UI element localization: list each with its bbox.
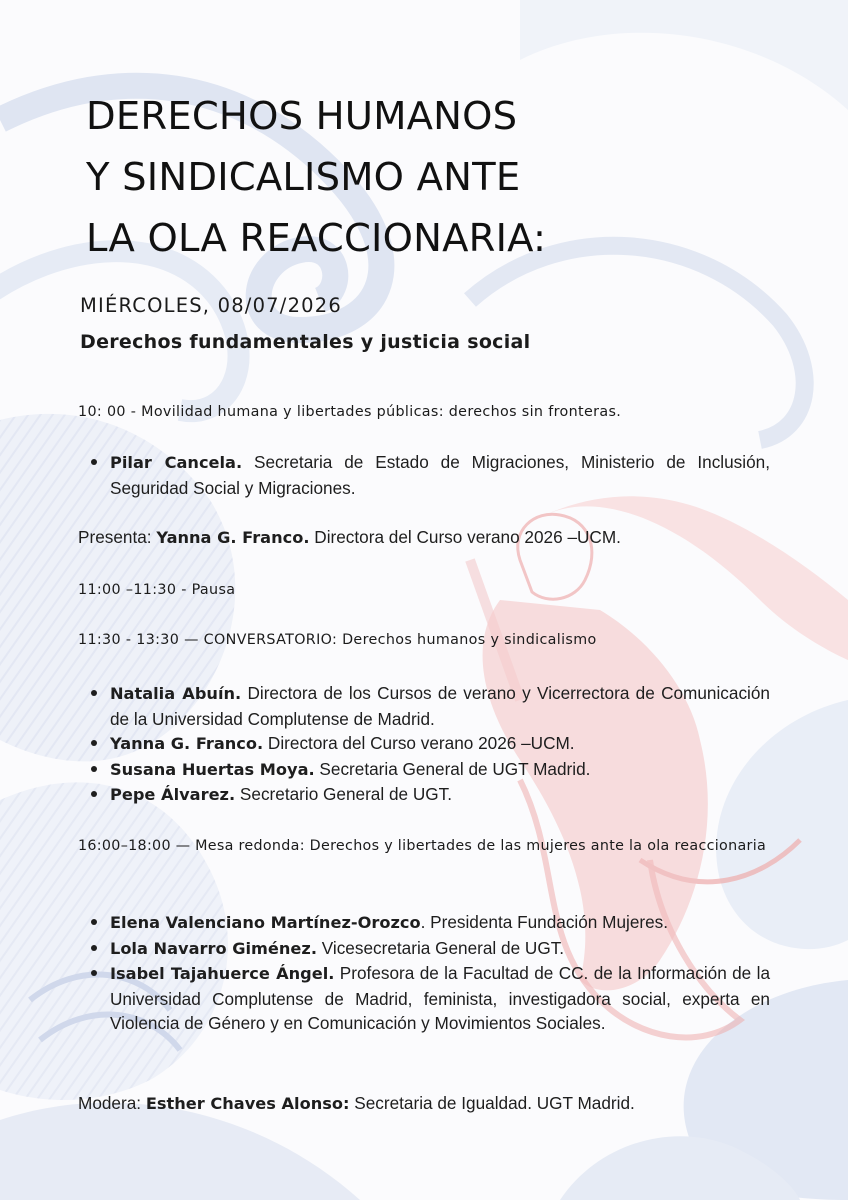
speaker-role: Directora de los Cursos de verano y Vicerrectora de Comunicación de la Universidad Complutense de Madrid. (110, 683, 770, 729)
speaker-role: Directora del Curso verano 2026 –UCM. (263, 733, 575, 753)
presenter-name: Yanna G. Franco. (156, 528, 310, 547)
speaker-name: Natalia Abuín. (110, 684, 242, 703)
speaker-role: . Presidenta Fundación Mujeres. (420, 912, 669, 932)
moderator-role: Secretaria de Igualdad. UGT Madrid. (349, 1093, 635, 1113)
moderator-name: Esther Chaves Alonso: (145, 1094, 350, 1113)
session-3-speakers (88, 910, 770, 1036)
speaker-role: Profesora de la Facultad de CC. de la Información de la Universidad Complutense de Madrid, feminista, investigadora social, experta en Violencia de Género y en Comunicación y Movimientos Sociales. (110, 963, 770, 1033)
speaker-item (88, 757, 770, 783)
event-date: MIÉRCOLES, 08/07/2026 (80, 294, 342, 317)
speaker-role: Secretaria General de UGT Madrid. (314, 758, 591, 779)
speaker-name: Susana Huertas Moya. (110, 759, 315, 779)
speaker-item (88, 731, 770, 757)
speaker-item (88, 681, 770, 731)
title-line-2: Y SINDICALISMO ANTE (86, 155, 521, 200)
speaker-name: Pepe Álvarez. (110, 785, 236, 804)
speaker-name: Yanna G. Franco. (110, 734, 264, 753)
speaker-name: Pilar Cancela. (110, 453, 243, 472)
pause-line: 11:00 –11:30 - Pausa (78, 582, 236, 598)
presenter-label: Presenta: (78, 527, 157, 547)
moderator-line (78, 1093, 635, 1114)
presenter-line (78, 527, 621, 548)
speaker-item (88, 936, 770, 962)
speaker-name: Elena Valenciano Martínez-Orozco (110, 913, 421, 932)
speaker-item (88, 961, 770, 1036)
moderator-label: Modera: (78, 1093, 146, 1113)
title-line-3: LA OLA REACCIONARIA: (86, 216, 547, 261)
session-2-heading: 11:30 - 13:30 — CONVERSATORIO: Derechos humanos y sindicalismo (78, 632, 597, 648)
speaker-name: Lola Navarro Giménez. (110, 938, 317, 958)
title-line-1: DERECHOS HUMANOS (86, 94, 518, 139)
program-title (86, 86, 546, 269)
day-theme: Derechos fundamentales y justicia social (80, 331, 531, 353)
speaker-role: Secretaria de Estado de Migraciones, Ministerio de Inclusión, Seguridad Social y Migraciones. (110, 452, 770, 498)
speaker-role: Secretario General de UGT. (235, 784, 452, 804)
speaker-item (88, 782, 770, 808)
session-1-heading: 10: 00 - Movilidad humana y libertades públicas: derechos sin fronteras. (78, 404, 622, 420)
speaker-item (88, 450, 770, 500)
session-3-heading: 16:00–18:00 — Mesa redonda: Derechos y libertades de las mujeres ante la ola reaccionaria (78, 838, 767, 854)
speaker-name: Isabel Tajahuerce Ángel. (110, 964, 335, 983)
speaker-item (88, 910, 770, 936)
presenter-role: Directora del Curso verano 2026 –UCM. (309, 527, 621, 547)
speaker-role: Vicesecretaria General de UGT. (316, 937, 565, 958)
session-1-speakers (88, 450, 770, 500)
session-2-speakers (88, 681, 770, 808)
